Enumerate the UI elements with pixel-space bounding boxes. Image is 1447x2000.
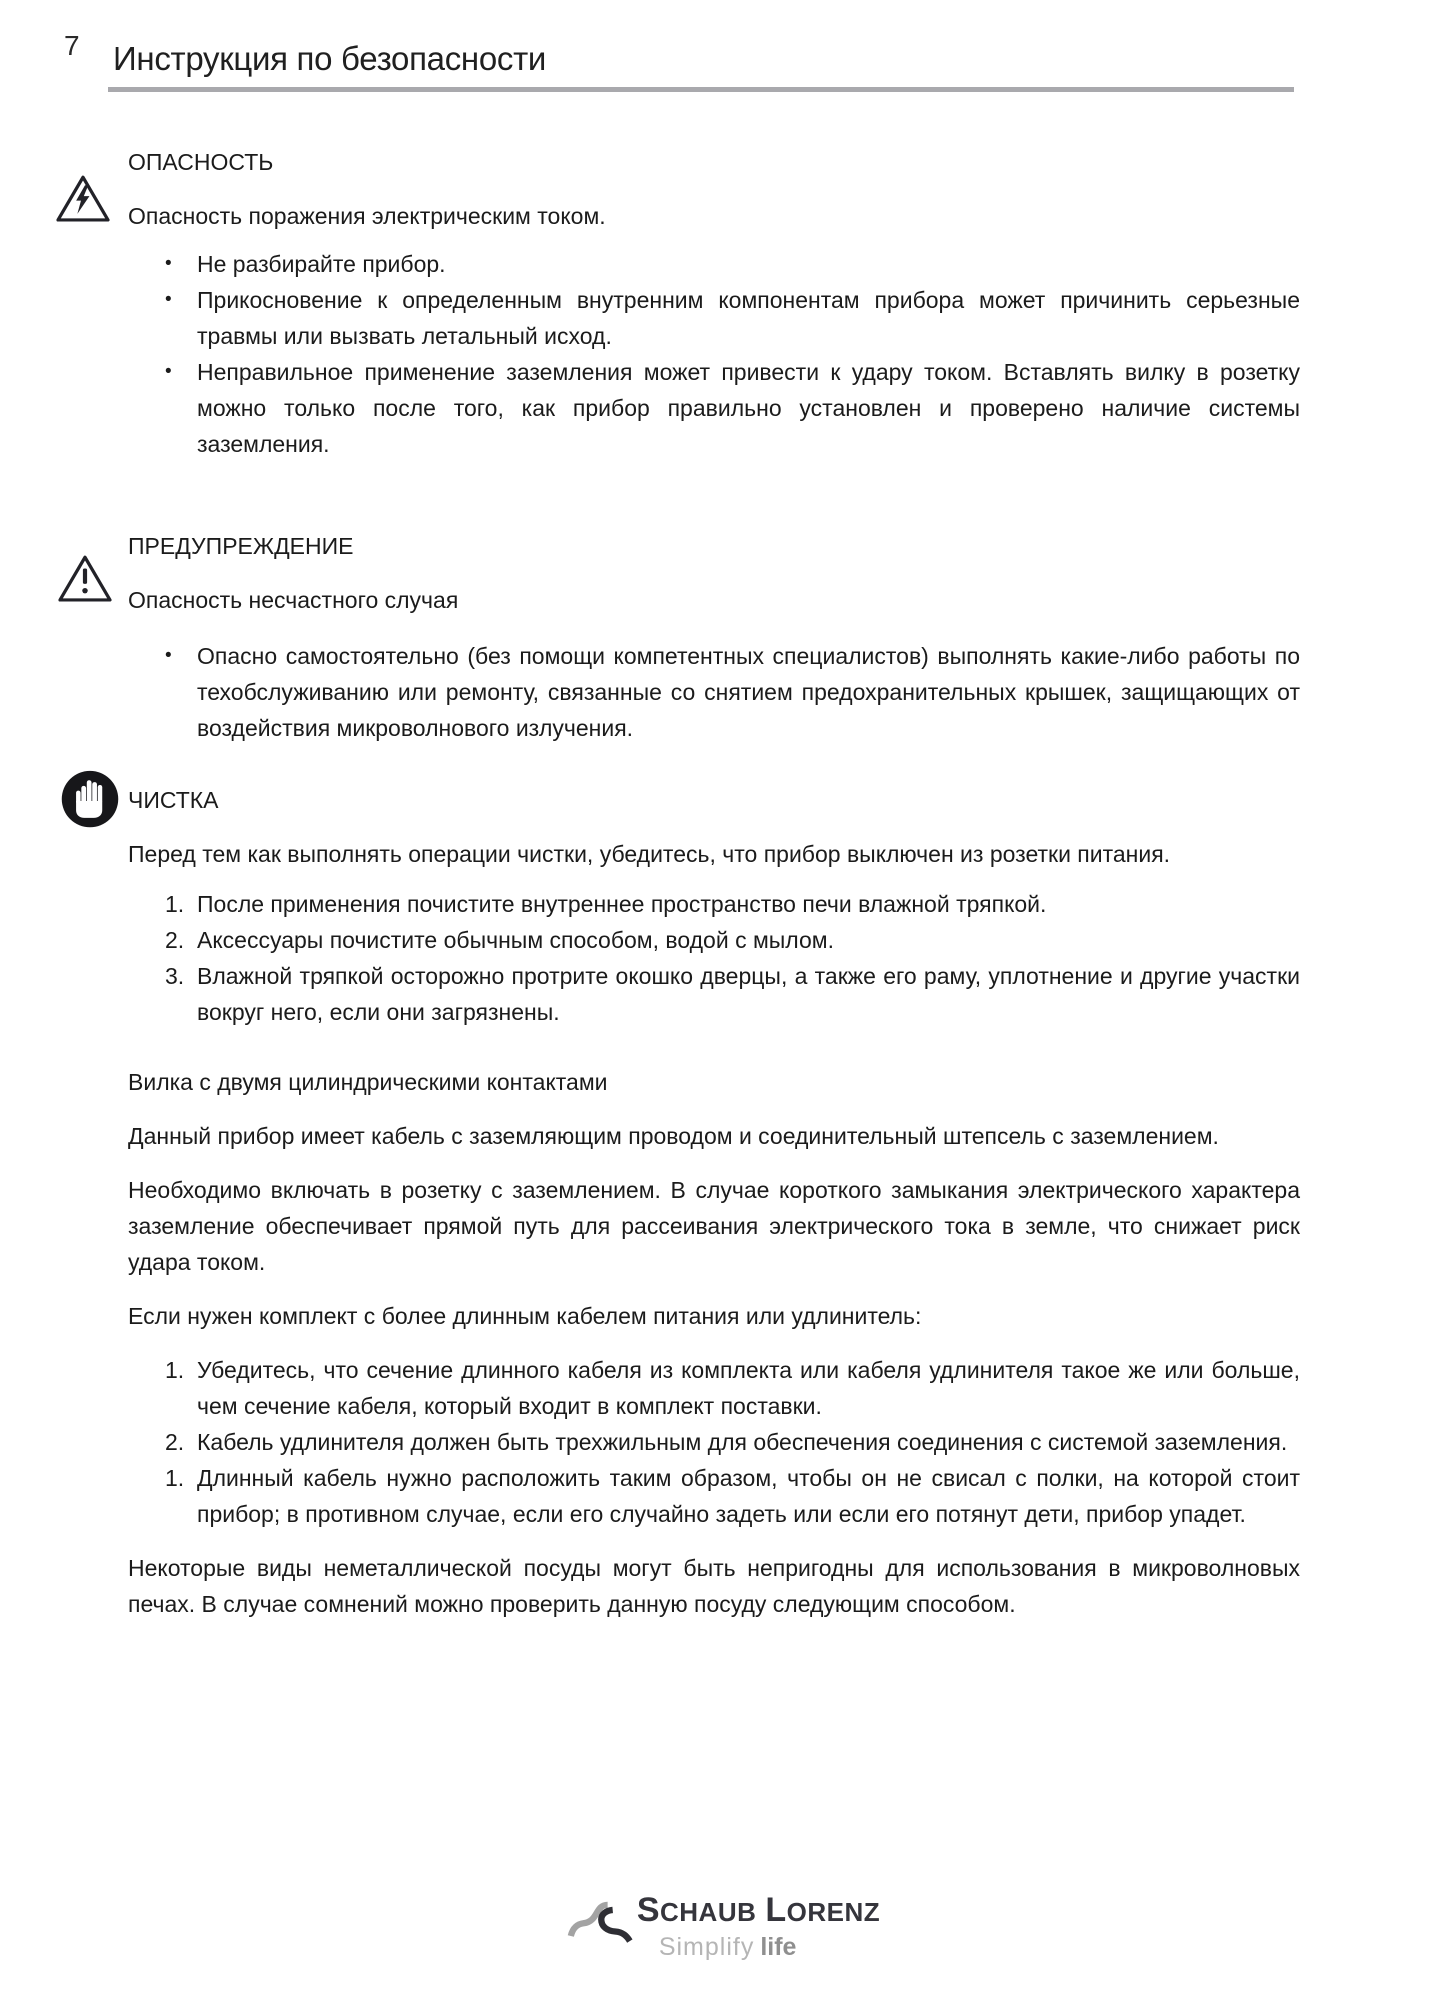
list-item — [128, 958, 1300, 1030]
brand-rest: CHAUB — [660, 1897, 757, 1927]
bullet-marker: • — [165, 253, 172, 274]
list-item-text: Влажной тряпкой осторожно протрите окошко дверцы, а также его раму, уплотнение и другие участки вокруг него, если они загрязнены. — [197, 963, 1300, 1025]
number-marker: 1. — [165, 891, 185, 917]
list-item — [128, 638, 1300, 746]
list-item — [128, 1352, 1300, 1424]
page-footer — [0, 1893, 1447, 1960]
page-header — [0, 0, 1447, 92]
list-item — [128, 282, 1300, 354]
brand-initial: S — [636, 1891, 660, 1929]
list-item — [128, 886, 1300, 922]
number-marker: 3. — [165, 963, 185, 989]
list-item-text: Опасно самостоятельно (без помощи компетентных специалистов) выполнять какие-либо работы по техобслуживанию или ремонту, связанные со снятием предохранительных крышек, защищающих от воздействия микроволнового излучения. — [197, 643, 1300, 741]
list-item-text: Кабель удлинителя должен быть трехжильным для обеспечения соединения с системой заземления. — [197, 1429, 1288, 1455]
list-item-text: Длинный кабель нужно расположить таким образом, чтобы он не свисал с полки, на которой стоит прибор; в противном случае, если его случайно задеть или если его потянут дети, прибор упадет. — [197, 1465, 1300, 1527]
brand-tagline — [659, 1934, 880, 1960]
page-title: Инструкция по безопасности — [113, 40, 547, 77]
grounding-block — [128, 1064, 1300, 1622]
list-item — [128, 922, 1300, 958]
number-marker: 2. — [165, 1429, 185, 1455]
list-item-text: Аксессуары почистите обычным способом, водой с мылом. — [197, 927, 834, 953]
number-marker: 1. — [165, 1357, 185, 1383]
danger-lead: Опасность поражения электрическим током. — [128, 203, 606, 229]
brand-mark-icon — [567, 1897, 633, 1952]
danger-section — [0, 144, 1300, 462]
cleaning-lead: Перед тем как выполнять операции чистки, убедитесь, что прибор выключен из розетки питания. — [128, 841, 1171, 867]
brand-rest: ORENZ — [786, 1897, 881, 1927]
plug-paragraph-cable: Данный прибор имеет кабель с заземляющим проводом и соединительный штепсель с заземлением. — [128, 1123, 1219, 1149]
hand-stop-icon — [58, 768, 122, 842]
bullet-marker: • — [165, 361, 172, 382]
closing-paragraph: Некоторые виды неметаллической посуды могут быть непригодны для использования в микроволновых печах. В случае сомнений можно проверить данную посуду следующим способом. — [128, 1555, 1300, 1617]
list-item — [128, 246, 1300, 282]
brand-text — [637, 1893, 880, 1960]
warning-triangle-icon — [56, 552, 114, 616]
number-marker: 1. — [165, 1465, 185, 1491]
plug-subheading: Вилка с двумя цилиндрическими контактами — [128, 1069, 608, 1095]
brand-initial: L — [765, 1891, 787, 1929]
warning-section — [0, 528, 1300, 746]
list-item-text: Прикосновение к определенным внутренним компонентам прибора может причинить серьезные травмы или вызвать летальный исход. — [197, 287, 1300, 349]
cord-step-list — [128, 1352, 1300, 1532]
plug-paragraph-socket: Необходимо включать в розетку с заземлением. В случае короткого замыкания электрического характера заземление обеспечивает прямой путь для рассеивания электрического тока в земле, что снижает риск удара током. — [128, 1177, 1300, 1275]
brand-logo — [567, 1893, 880, 1960]
cleaning-step-list — [128, 886, 1300, 1030]
warning-lead: Опасность несчастного случая — [128, 587, 459, 613]
list-item — [128, 1460, 1300, 1532]
list-item-text: Неправильное применение заземления может привести к удару током. Вставлять вилку в розетку можно только после того, как прибор правильно установлен и проверено наличие системы заземления. — [197, 359, 1300, 457]
bullet-marker: • — [165, 645, 172, 666]
tagline-bold: life — [760, 1933, 797, 1961]
danger-heading: ОПАСНОСТЬ — [128, 149, 274, 175]
header-rule — [108, 87, 1294, 92]
danger-bullet-list — [128, 246, 1300, 462]
warning-heading: ПРЕДУПРЕЖДЕНИЕ — [128, 533, 354, 559]
cleaning-heading: ЧИСТКА — [128, 787, 219, 813]
list-item — [128, 354, 1300, 462]
plug-paragraph-extension: Если нужен комплект с более длинным кабелем питания или удлинитель: — [128, 1303, 922, 1329]
number-marker: 2. — [165, 927, 185, 953]
cleaning-section — [0, 782, 1300, 1030]
high-voltage-triangle-icon — [54, 172, 112, 236]
tagline-light: Simplify — [658, 1933, 755, 1961]
warning-bullet-list — [128, 638, 1300, 746]
list-item-text: После применения почистите внутреннее пространство печи влажной тряпкой. — [197, 891, 1047, 917]
bullet-marker: • — [165, 289, 172, 310]
list-item-text: Не разбирайте прибор. — [197, 251, 446, 277]
list-item — [128, 1424, 1300, 1460]
brand-wordmark — [637, 1893, 880, 1934]
list-item-text: Убедитесь, что сечение длинного кабеля из комплекта или кабеля удлинителя такое же или больше, чем сечение кабеля, который входит в комплект поставки. — [197, 1357, 1300, 1419]
page-number: 7 — [64, 30, 80, 61]
